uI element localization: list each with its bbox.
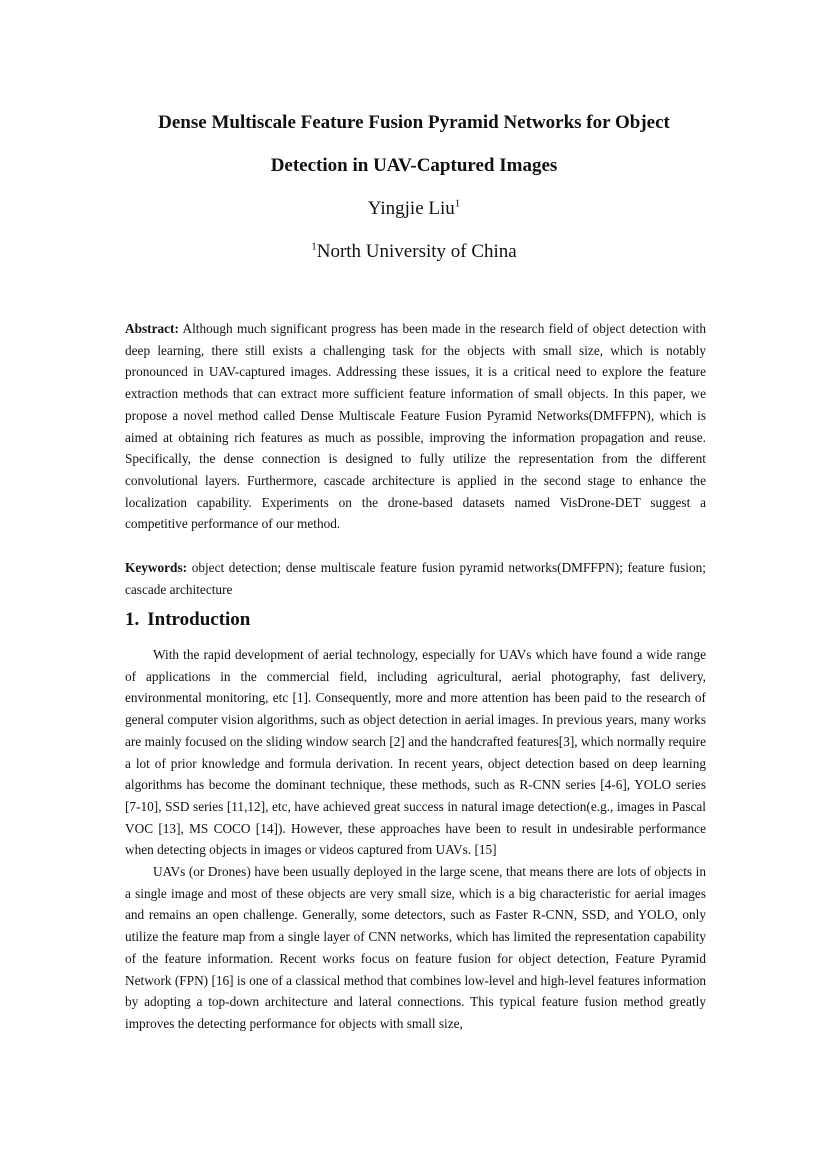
section-title: Introduction (147, 609, 251, 630)
paper-title-line-2: Detection in UAV-Captured Images (270, 155, 558, 176)
affiliation-name: North University of China (316, 241, 517, 262)
author (0, 198, 828, 220)
intro-paragraph-2: UAVs (or Drones) have been usually deployed in the large scene, that means there are lots of objects in a single image and most of these objects are very small size, which is a big characteristic for aerial images and remains an open challenge. Generally, some detectors, such as Faster R-CNN, SSD, and YOLO, only utilize the feature map from a single layer of CNN networks, which has limited the representation capability of the feature information. Recent works focus on feature fusion for object detection, Feature Pyramid Network (FPN) [16] is one of a classical method that combines low-level and high-level features information by adopting a top-down architecture and lateral connections. This typical feature fusion method greatly improves the detecting performance for objects with small size, (125, 864, 706, 1031)
keywords-text: object detection; dense multiscale feature fusion pyramid networks(DMFFPN); feature fusion; cascade architecture (125, 560, 706, 597)
intro-paragraph-1: With the rapid development of aerial technology, especially for UAVs which have found a wide range of applications in the commercial field, including agricultural, aerial photography, fast delivery, environmental monitoring, etc [1]. Consequently, more and more attention has been paid to the research of general computer vision algorithms, such as object detection in aerial images. In previous years, many works are mainly focused on the sliding window search [2] and the handcrafted features[3], which normally require a lot of prior knowledge and formula derivation. In recent years, object detection based on deep learning algorithms has become the dominant technique, these methods, such as R-CNN series [4-6], YOLO series [7-10], SSD series [11,12], etc, have achieved great success in natural image detection(e.g., images in Pascal VOC [13], MS COCO [14]). However, these approaches have been to result in undesirable performance when detecting objects in images or videos captured from UAVs. [15] (125, 647, 706, 858)
introduction-body (125, 644, 706, 1035)
abstract (125, 318, 706, 535)
author-name: Yingjie Liu (367, 198, 455, 219)
affiliation-superscript: 1 (311, 240, 317, 253)
author-superscript: 1 (454, 197, 461, 210)
paper-title-line-1: Dense Multiscale Feature Fusion Pyramid Networks for Object (158, 112, 670, 133)
keywords (125, 557, 706, 600)
keywords-label: Keywords: (125, 560, 188, 575)
section-heading-introduction (125, 609, 250, 631)
abstract-label: Abstract: (125, 321, 179, 336)
affiliation (0, 241, 828, 263)
abstract-text: Although much significant progress has been made in the research field of object detection with deep learning, there still exists a challenging task for the objects with small size, which is notably pronounced in UAV-captured images. Addressing these issues, it is a critical need to explore the feature extraction methods that can extract more sufficient feature information of small objects. In this paper, we propose a novel method called Dense Multiscale Feature Fusion Pyramid Networks(DMFFPN), which is aimed at obtaining rich features as much as possible, improving the information propagation and reuse. Specifically, the dense connection is designed to fully utilize the representation from the different convolutional layers. Furthermore, cascade architecture is applied in the second stage to enhance the localization capability. Experiments on the drone-based datasets named VisDrone-DET suggest a competitive performance of our method. (125, 321, 707, 532)
section-number: 1. (125, 609, 140, 630)
